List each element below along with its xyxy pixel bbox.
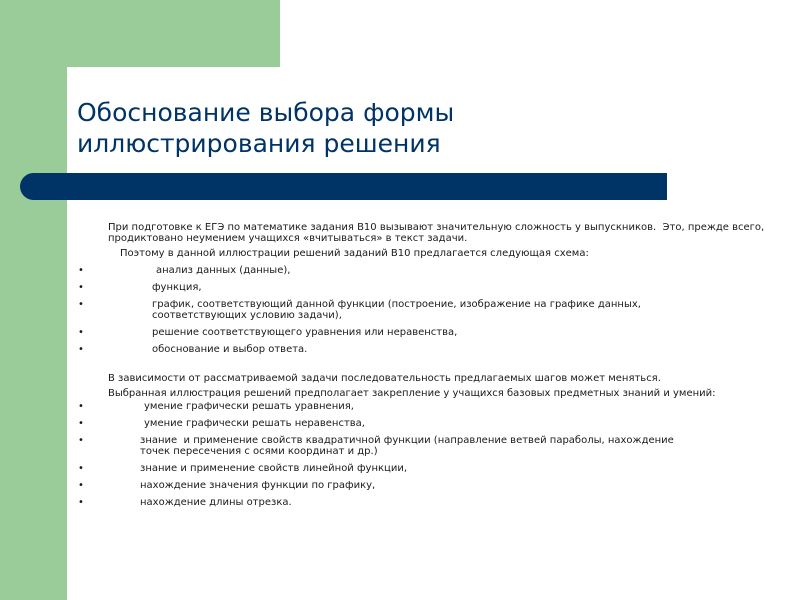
scheme-item: • обоснование и выбор ответа. bbox=[80, 344, 770, 355]
scheme-item: • функция, bbox=[80, 282, 770, 293]
skill-item: • умение графически решать неравенства, bbox=[80, 418, 770, 429]
slide-body bbox=[80, 222, 770, 508]
skill-item: • нахождение длины отрезка. bbox=[80, 497, 770, 508]
scheme-intro: Поэтому в данной иллюстрации решений заданий В10 предлагается следующая схема: bbox=[120, 248, 589, 259]
decorative-top-band bbox=[67, 0, 280, 67]
skill-item: • нахождение значения функции по графику, bbox=[80, 480, 770, 491]
slide-title: Обоснование выбора формы иллюстрирования решения bbox=[77, 98, 455, 158]
scheme-item: • график, соответствующий данной функции (построение, изображение на графике данных, соответствующих условию задачи), bbox=[80, 299, 770, 321]
intro-paragraph: При подготовке к ЕГЭ по математике задания В10 вызывают значительную сложность у выпускников. Это, прежде всего, продиктовано неумением учащихся «вчитываться» в текст задачи. bbox=[108, 222, 768, 244]
skills-intro: Выбранная иллюстрация решений предполагает закрепление у учащихся базовых предметных знаний и умений: bbox=[108, 388, 716, 399]
title-underline-bar bbox=[20, 173, 667, 200]
decorative-left-band bbox=[0, 0, 67, 600]
skill-item: • знание и применение свойств квадратичной функции (направление ветвей параболы, нахождение точек пересечения с осями координат и др.) bbox=[80, 435, 770, 457]
scheme-item: • решение соответствующего уравнения или неравенства, bbox=[80, 327, 770, 338]
skill-item: • умение графически решать уравнения, bbox=[80, 401, 770, 412]
skill-item: • знание и применение свойств линейной функции, bbox=[80, 463, 770, 474]
order-note: В зависимости от рассматриваемой задачи последовательность предлагаемых шагов может меняться. bbox=[108, 373, 661, 384]
scheme-item: • анализ данных (данные), bbox=[80, 265, 770, 276]
